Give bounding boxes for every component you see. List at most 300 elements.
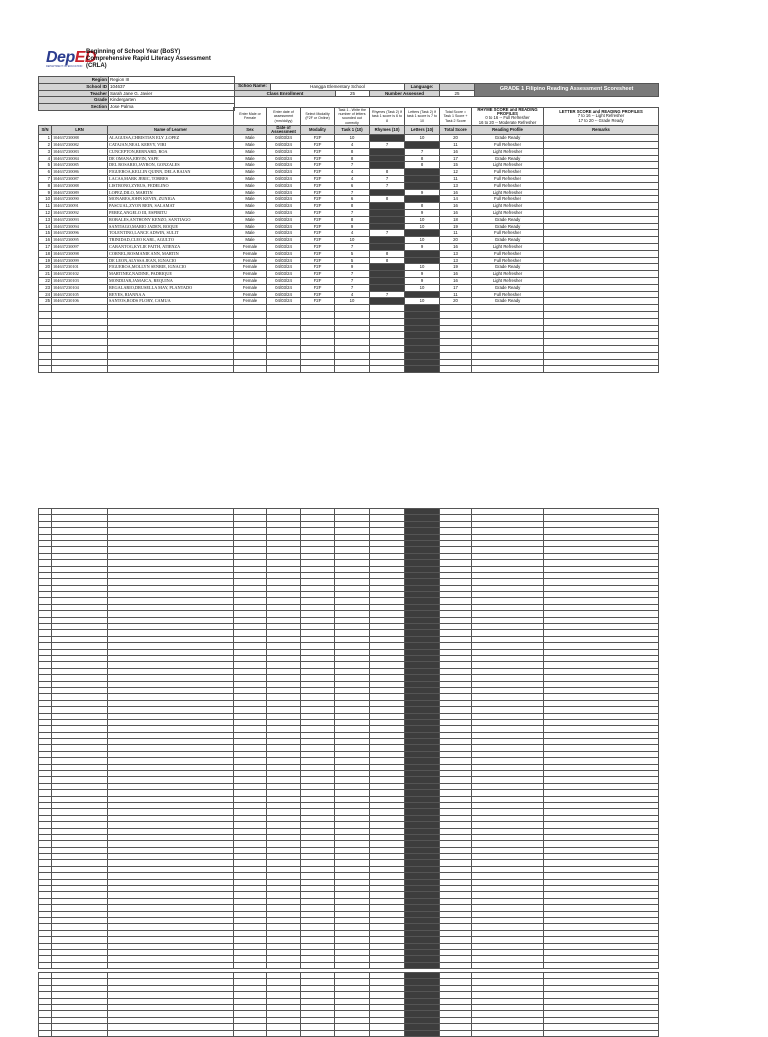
blank-cell-prof[interactable] [472, 325, 544, 332]
cell-sex[interactable]: Male [234, 189, 267, 196]
cell-prof[interactable]: Full Refresher [472, 257, 544, 264]
cell-lrn[interactable]: 104637230101 [52, 264, 108, 271]
blank-cell-lrn[interactable] [52, 339, 108, 346]
cell-remarks[interactable] [544, 155, 659, 162]
blank-cell-name[interactable] [108, 305, 234, 312]
cell-remarks[interactable] [544, 230, 659, 237]
cell-sex[interactable]: Male [234, 155, 267, 162]
cell-sn[interactable]: 21 [39, 271, 52, 278]
cell-prof[interactable]: Light Refresher [472, 148, 544, 155]
cell-remarks[interactable] [544, 182, 659, 189]
blank-cell-t1[interactable] [335, 962, 370, 968]
cell-le[interactable] [405, 230, 440, 237]
blank-cell-remarks[interactable] [544, 962, 659, 968]
blank-cell-tot[interactable] [440, 305, 472, 312]
cell-date[interactable]: 04/03/24 [267, 298, 301, 305]
cell-rh[interactable] [370, 243, 405, 250]
cell-le[interactable] [405, 291, 440, 298]
blank-cell-sex[interactable] [234, 1030, 267, 1036]
cell-date[interactable]: 04/03/24 [267, 189, 301, 196]
cell-remarks[interactable] [544, 277, 659, 284]
cell-sex[interactable]: Female [234, 250, 267, 257]
cell-name[interactable]: LOPEZ,DILO, MARTIN [108, 189, 234, 196]
cell-rh[interactable] [370, 209, 405, 216]
cell-sex[interactable]: Male [234, 169, 267, 176]
cell-name[interactable]: SANTOS,RODS FLORY, CAMUA [108, 298, 234, 305]
blank-cell-remarks[interactable] [544, 339, 659, 346]
blank-cell-t1[interactable] [335, 332, 370, 339]
cell-rh[interactable] [370, 264, 405, 271]
cell-tot[interactable]: 20 [440, 135, 472, 142]
cell-rh[interactable] [370, 155, 405, 162]
blank-cell-date[interactable] [267, 366, 301, 373]
cell-sex[interactable]: Male [234, 148, 267, 155]
cell-lrn[interactable]: 104637230083 [52, 148, 108, 155]
cell-le[interactable] [405, 257, 440, 264]
cell-prof[interactable]: Full Refresher [472, 142, 544, 149]
cell-tot[interactable]: 16 [440, 209, 472, 216]
blank-cell-rh[interactable] [370, 352, 405, 359]
cell-prof[interactable]: Grade Ready [472, 284, 544, 291]
cell-lrn[interactable]: 104637230088 [52, 182, 108, 189]
cell-t1[interactable]: 7 [335, 189, 370, 196]
cell-name[interactable]: MONDIJAR,JAMAICA, REQUINA [108, 277, 234, 284]
cell-name[interactable]: FIGUEROA,KELLIN QUINN, DELA BAJAN [108, 169, 234, 176]
blank-cell-date[interactable] [267, 1030, 301, 1036]
cell-le[interactable]: 10 [405, 284, 440, 291]
cell-le[interactable]: 10 [405, 223, 440, 230]
blank-cell-sex[interactable] [234, 305, 267, 312]
cell-prof[interactable]: Grade Ready [472, 237, 544, 244]
cell-date[interactable]: 04/03/24 [267, 196, 301, 203]
blank-cell-name[interactable] [108, 352, 234, 359]
cell-tot[interactable]: 18 [440, 216, 472, 223]
blank-cell-le[interactable] [405, 359, 440, 366]
cell-mod[interactable]: F2F [301, 284, 335, 291]
language-value[interactable] [440, 83, 475, 90]
cell-date[interactable]: 04/03/24 [267, 257, 301, 264]
blank-cell-prof[interactable] [472, 366, 544, 373]
blank-cell-sex[interactable] [234, 962, 267, 968]
cell-prof[interactable]: Light Refresher [472, 243, 544, 250]
cell-sex[interactable]: Male [234, 196, 267, 203]
cell-mod[interactable]: F2F [301, 298, 335, 305]
blank-cell-date[interactable] [267, 318, 301, 325]
cell-le[interactable]: 10 [405, 298, 440, 305]
blank-cell-sn[interactable] [39, 1030, 52, 1036]
cell-prof[interactable]: Grade Ready [472, 298, 544, 305]
blank-cell-prof[interactable] [472, 962, 544, 968]
blank-cell-remarks[interactable] [544, 359, 659, 366]
blank-cell-le[interactable] [405, 1030, 440, 1036]
cell-prof[interactable]: Light Refresher [472, 271, 544, 278]
cell-rh[interactable]: 8 [370, 169, 405, 176]
blank-cell-name[interactable] [108, 1030, 234, 1036]
blank-cell-remarks[interactable] [544, 332, 659, 339]
cell-t1[interactable]: 5 [335, 250, 370, 257]
blank-cell-tot[interactable] [440, 311, 472, 318]
blank-cell-rh[interactable] [370, 332, 405, 339]
cell-sn[interactable]: 5 [39, 162, 52, 169]
blank-cell-name[interactable] [108, 339, 234, 346]
cell-date[interactable]: 04/03/24 [267, 169, 301, 176]
blank-cell-t1[interactable] [335, 1030, 370, 1036]
blank-cell-le[interactable] [405, 366, 440, 373]
cell-tot[interactable]: 16 [440, 243, 472, 250]
blank-cell-prof[interactable] [472, 332, 544, 339]
cell-lrn[interactable]: 104637230093 [52, 216, 108, 223]
blank-cell-tot[interactable] [440, 352, 472, 359]
blank-cell-lrn[interactable] [52, 1030, 108, 1036]
blank-cell-tot[interactable] [440, 325, 472, 332]
blank-cell-rh[interactable] [370, 345, 405, 352]
cell-date[interactable]: 04/03/24 [267, 176, 301, 183]
cell-prof[interactable]: Full Refresher [472, 196, 544, 203]
blank-cell-name[interactable] [108, 318, 234, 325]
blank-cell-t1[interactable] [335, 311, 370, 318]
cell-t1[interactable]: 7 [335, 209, 370, 216]
blank-cell-prof[interactable] [472, 345, 544, 352]
cell-remarks[interactable] [544, 243, 659, 250]
blank-cell-mod[interactable] [301, 1030, 335, 1036]
blank-cell-mod[interactable] [301, 359, 335, 366]
cell-tot[interactable]: 16 [440, 271, 472, 278]
cell-remarks[interactable] [544, 148, 659, 155]
cell-le[interactable]: 10 [405, 264, 440, 271]
cell-date[interactable]: 04/03/24 [267, 237, 301, 244]
cell-date[interactable]: 04/03/24 [267, 230, 301, 237]
cell-lrn[interactable]: 104637230095 [52, 237, 108, 244]
cell-t1[interactable]: 5 [335, 257, 370, 264]
cell-remarks[interactable] [544, 142, 659, 149]
cell-name[interactable]: MONARES,JOHN KEVIN, ZUNIGA [108, 196, 234, 203]
cell-name[interactable]: ALAGUISA,CHRISTIAN ELY ,LOPEZ [108, 135, 234, 142]
cell-lrn[interactable]: 104637230084 [52, 155, 108, 162]
blank-cell-lrn[interactable] [52, 332, 108, 339]
cell-date[interactable]: 04/03/24 [267, 203, 301, 210]
cell-tot[interactable]: 13 [440, 257, 472, 264]
blank-cell-lrn[interactable] [52, 311, 108, 318]
blank-cell-le[interactable] [405, 305, 440, 312]
blank-cell-remarks[interactable] [544, 352, 659, 359]
blank-cell-sn[interactable] [39, 352, 52, 359]
cell-sn[interactable]: 3 [39, 148, 52, 155]
cell-sn[interactable]: 24 [39, 291, 52, 298]
cell-remarks[interactable] [544, 169, 659, 176]
blank-cell-lrn[interactable] [52, 366, 108, 373]
cell-sn[interactable]: 1 [39, 135, 52, 142]
cell-name[interactable]: CUNCEPTON,BERNARD, ROA [108, 148, 234, 155]
cell-prof[interactable]: Light Refresher [472, 189, 544, 196]
cell-lrn[interactable]: 104637230099 [52, 257, 108, 264]
cell-t1[interactable]: 4 [335, 142, 370, 149]
cell-date[interactable]: 04/03/24 [267, 209, 301, 216]
blank-cell-date[interactable] [267, 359, 301, 366]
cell-rh[interactable]: 7 [370, 291, 405, 298]
blank-cell-rh[interactable] [370, 366, 405, 373]
cell-date[interactable]: 04/03/24 [267, 182, 301, 189]
cell-lrn[interactable]: 104637230090 [52, 196, 108, 203]
cell-tot[interactable]: 17 [440, 284, 472, 291]
blank-cell-name[interactable] [108, 332, 234, 339]
blank-cell-remarks[interactable] [544, 1030, 659, 1036]
cell-name[interactable]: DEL ROSARIO,JAYRON, GONZALES [108, 162, 234, 169]
cell-sex[interactable]: Male [234, 209, 267, 216]
blank-cell-mod[interactable] [301, 332, 335, 339]
blank-cell-lrn[interactable] [52, 325, 108, 332]
blank-cell-sex[interactable] [234, 311, 267, 318]
cell-lrn[interactable]: 104637230102 [52, 271, 108, 278]
cell-le[interactable]: 9 [405, 209, 440, 216]
cell-remarks[interactable] [544, 162, 659, 169]
cell-sn[interactable]: 2 [39, 142, 52, 149]
cell-rh[interactable] [370, 298, 405, 305]
blank-cell-le[interactable] [405, 339, 440, 346]
blank-cell-lrn[interactable] [52, 318, 108, 325]
cell-remarks[interactable] [544, 216, 659, 223]
cell-t1[interactable]: 10 [335, 298, 370, 305]
cell-sex[interactable]: Male [234, 223, 267, 230]
blank-cell-sex[interactable] [234, 366, 267, 373]
cell-remarks[interactable] [544, 264, 659, 271]
school-id-value[interactable]: 104637 [109, 83, 235, 90]
cell-prof[interactable]: Light Refresher [472, 203, 544, 210]
cell-lrn[interactable]: 104637230094 [52, 223, 108, 230]
cell-tot[interactable]: 13 [440, 250, 472, 257]
cell-prof[interactable]: Full Refresher [472, 169, 544, 176]
blank-cell-sn[interactable] [39, 366, 52, 373]
cell-lrn[interactable]: 104637230091 [52, 203, 108, 210]
blank-cell-t1[interactable] [335, 366, 370, 373]
blank-cell-prof[interactable] [472, 318, 544, 325]
cell-tot[interactable]: 19 [440, 264, 472, 271]
cell-t1[interactable]: 4 [335, 291, 370, 298]
blank-cell-lrn[interactable] [52, 359, 108, 366]
cell-name[interactable]: CATAJAN,NEAL KERVY, VIRI [108, 142, 234, 149]
cell-name[interactable]: REYES, RIANNA A [108, 291, 234, 298]
cell-lrn[interactable]: 104637230105 [52, 291, 108, 298]
cell-name[interactable]: DE LEON,ALYSSA JEAN, IGNACIO [108, 257, 234, 264]
cell-sex[interactable]: Female [234, 243, 267, 250]
cell-sn[interactable]: 15 [39, 230, 52, 237]
cell-name[interactable]: SANTIAGO,MARIO JADEN, ROQUE [108, 223, 234, 230]
cell-t1[interactable]: 7 [335, 284, 370, 291]
cell-tot[interactable]: 17 [440, 155, 472, 162]
blank-cell-sex[interactable] [234, 318, 267, 325]
cell-sn[interactable]: 20 [39, 264, 52, 271]
blank-cell-le[interactable] [405, 345, 440, 352]
cell-tot[interactable]: 12 [440, 169, 472, 176]
cell-lrn[interactable]: 104637230106 [52, 298, 108, 305]
cell-name[interactable]: PEREZ,ANGELO III, ESPIRITU [108, 209, 234, 216]
blank-cell-tot[interactable] [440, 962, 472, 968]
cell-tot[interactable]: 16 [440, 203, 472, 210]
cell-tot[interactable]: 20 [440, 298, 472, 305]
cell-lrn[interactable]: 104637230082 [52, 142, 108, 149]
cell-lrn[interactable]: 104637230088 [52, 135, 108, 142]
cell-mod[interactable]: F2F [301, 209, 335, 216]
cell-t1[interactable]: 9 [335, 264, 370, 271]
blank-cell-sn[interactable] [39, 325, 52, 332]
cell-mod[interactable]: F2F [301, 169, 335, 176]
blank-cell-prof[interactable] [472, 305, 544, 312]
cell-sn[interactable]: 8 [39, 182, 52, 189]
blank-cell-t1[interactable] [335, 325, 370, 332]
blank-cell-rh[interactable] [370, 339, 405, 346]
cell-sex[interactable]: Female [234, 257, 267, 264]
cell-rh[interactable] [370, 162, 405, 169]
cell-le[interactable]: 9 [405, 189, 440, 196]
blank-cell-sn[interactable] [39, 339, 52, 346]
cell-t1[interactable]: 4 [335, 176, 370, 183]
blank-cell-remarks[interactable] [544, 305, 659, 312]
blank-cell-prof[interactable] [472, 359, 544, 366]
cell-mod[interactable]: F2F [301, 189, 335, 196]
cell-date[interactable]: 04/03/24 [267, 277, 301, 284]
blank-cell-name[interactable] [108, 359, 234, 366]
blank-cell-rh[interactable] [370, 1030, 405, 1036]
blank-cell-tot[interactable] [440, 332, 472, 339]
cell-le[interactable]: 10 [405, 216, 440, 223]
cell-sex[interactable]: Male [234, 162, 267, 169]
blank-cell-remarks[interactable] [544, 325, 659, 332]
cell-sex[interactable]: Female [234, 291, 267, 298]
blank-cell-name[interactable] [108, 345, 234, 352]
blank-cell-remarks[interactable] [544, 366, 659, 373]
cell-tot[interactable]: 11 [440, 176, 472, 183]
blank-cell-tot[interactable] [440, 366, 472, 373]
cell-lrn[interactable]: 104637230092 [52, 209, 108, 216]
cell-tot[interactable]: 16 [440, 189, 472, 196]
cell-sex[interactable]: Male [234, 142, 267, 149]
cell-rh[interactable]: 8 [370, 257, 405, 264]
cell-tot[interactable]: 13 [440, 182, 472, 189]
cell-t1[interactable]: 7 [335, 243, 370, 250]
blank-cell-prof[interactable] [472, 339, 544, 346]
section-value[interactable]: Jose Palma [109, 104, 235, 111]
cell-date[interactable]: 04/03/24 [267, 264, 301, 271]
cell-rh[interactable]: 7 [370, 176, 405, 183]
cell-le[interactable]: 8 [405, 203, 440, 210]
cell-t1[interactable]: 10 [335, 135, 370, 142]
cell-mod[interactable]: F2F [301, 155, 335, 162]
blank-cell-sn[interactable] [39, 962, 52, 968]
cell-date[interactable]: 04/03/24 [267, 271, 301, 278]
cell-t1[interactable]: 10 [335, 237, 370, 244]
blank-cell-rh[interactable] [370, 359, 405, 366]
blank-cell-t1[interactable] [335, 318, 370, 325]
cell-lrn[interactable]: 104637230104 [52, 284, 108, 291]
blank-cell-t1[interactable] [335, 352, 370, 359]
cell-lrn[interactable]: 104637230098 [52, 250, 108, 257]
cell-le[interactable]: 9 [405, 243, 440, 250]
cell-t1[interactable]: 7 [335, 271, 370, 278]
cell-name[interactable]: REGALARIO,DRUSELLA MAY, PLANTADO [108, 284, 234, 291]
blank-cell-prof[interactable] [472, 1030, 544, 1036]
cell-date[interactable]: 04/03/24 [267, 135, 301, 142]
cell-tot[interactable]: 15 [440, 162, 472, 169]
cell-date[interactable]: 04/03/24 [267, 142, 301, 149]
blank-cell-sex[interactable] [234, 325, 267, 332]
blank-cell-sn[interactable] [39, 345, 52, 352]
cell-le[interactable]: 8 [405, 162, 440, 169]
cell-mod[interactable]: F2F [301, 142, 335, 149]
blank-cell-name[interactable] [108, 962, 234, 968]
cell-date[interactable]: 04/03/24 [267, 162, 301, 169]
cell-t1[interactable]: 6 [335, 196, 370, 203]
cell-mod[interactable]: F2F [301, 277, 335, 284]
cell-name[interactable]: LISTRONO,ZYRUS, FEDELINO [108, 182, 234, 189]
school-name-value[interactable]: Hangga Elementary School [271, 83, 405, 90]
cell-mod[interactable]: F2F [301, 230, 335, 237]
cell-tot[interactable]: 14 [440, 196, 472, 203]
cell-sn[interactable]: 16 [39, 237, 52, 244]
cell-le[interactable] [405, 169, 440, 176]
cell-sn[interactable]: 18 [39, 250, 52, 257]
teacher-value[interactable]: Sarah Jane G. Javier [109, 90, 235, 97]
cell-prof[interactable]: Full Refresher [472, 291, 544, 298]
cell-sn[interactable]: 19 [39, 257, 52, 264]
cell-mod[interactable]: F2F [301, 237, 335, 244]
cell-name[interactable]: DE OMANA,ERVIN, YAPE [108, 155, 234, 162]
cell-sex[interactable]: Male [234, 237, 267, 244]
blank-cell-rh[interactable] [370, 311, 405, 318]
blank-cell-remarks[interactable] [544, 318, 659, 325]
class-enrollment-value[interactable]: 25 [336, 90, 370, 97]
cell-mod[interactable]: F2F [301, 243, 335, 250]
cell-mod[interactable]: F2F [301, 196, 335, 203]
cell-prof[interactable]: Light Refresher [472, 209, 544, 216]
cell-sex[interactable]: Male [234, 230, 267, 237]
cell-sn[interactable]: 13 [39, 216, 52, 223]
blank-cell-date[interactable] [267, 352, 301, 359]
cell-rh[interactable]: 8 [370, 196, 405, 203]
blank-cell-tot[interactable] [440, 345, 472, 352]
cell-tot[interactable]: 16 [440, 148, 472, 155]
cell-sex[interactable]: Male [234, 135, 267, 142]
blank-cell-name[interactable] [108, 366, 234, 373]
cell-tot[interactable]: 19 [440, 223, 472, 230]
cell-sn[interactable]: 23 [39, 284, 52, 291]
blank-cell-sn[interactable] [39, 311, 52, 318]
blank-cell-date[interactable] [267, 345, 301, 352]
cell-date[interactable]: 04/03/24 [267, 155, 301, 162]
blank-cell-le[interactable] [405, 962, 440, 968]
blank-cell-le[interactable] [405, 311, 440, 318]
number-assessed-value[interactable]: 25 [440, 90, 475, 97]
blank-cell-mod[interactable] [301, 339, 335, 346]
blank-cell-le[interactable] [405, 352, 440, 359]
blank-cell-mod[interactable] [301, 318, 335, 325]
cell-remarks[interactable] [544, 176, 659, 183]
cell-prof[interactable]: Full Refresher [472, 182, 544, 189]
blank-cell-mod[interactable] [301, 311, 335, 318]
blank-cell-lrn[interactable] [52, 962, 108, 968]
cell-prof[interactable]: Grade Ready [472, 264, 544, 271]
cell-t1[interactable]: 4 [335, 169, 370, 176]
cell-lrn[interactable]: 104637230097 [52, 243, 108, 250]
blank-cell-tot[interactable] [440, 359, 472, 366]
cell-tot[interactable]: 16 [440, 277, 472, 284]
blank-cell-tot[interactable] [440, 318, 472, 325]
cell-sex[interactable]: Female [234, 284, 267, 291]
blank-cell-lrn[interactable] [52, 305, 108, 312]
cell-date[interactable]: 04/03/24 [267, 284, 301, 291]
cell-lrn[interactable]: 104637230087 [52, 176, 108, 183]
cell-prof[interactable]: Grade Ready [472, 216, 544, 223]
blank-cell-sn[interactable] [39, 332, 52, 339]
cell-rh[interactable] [370, 284, 405, 291]
